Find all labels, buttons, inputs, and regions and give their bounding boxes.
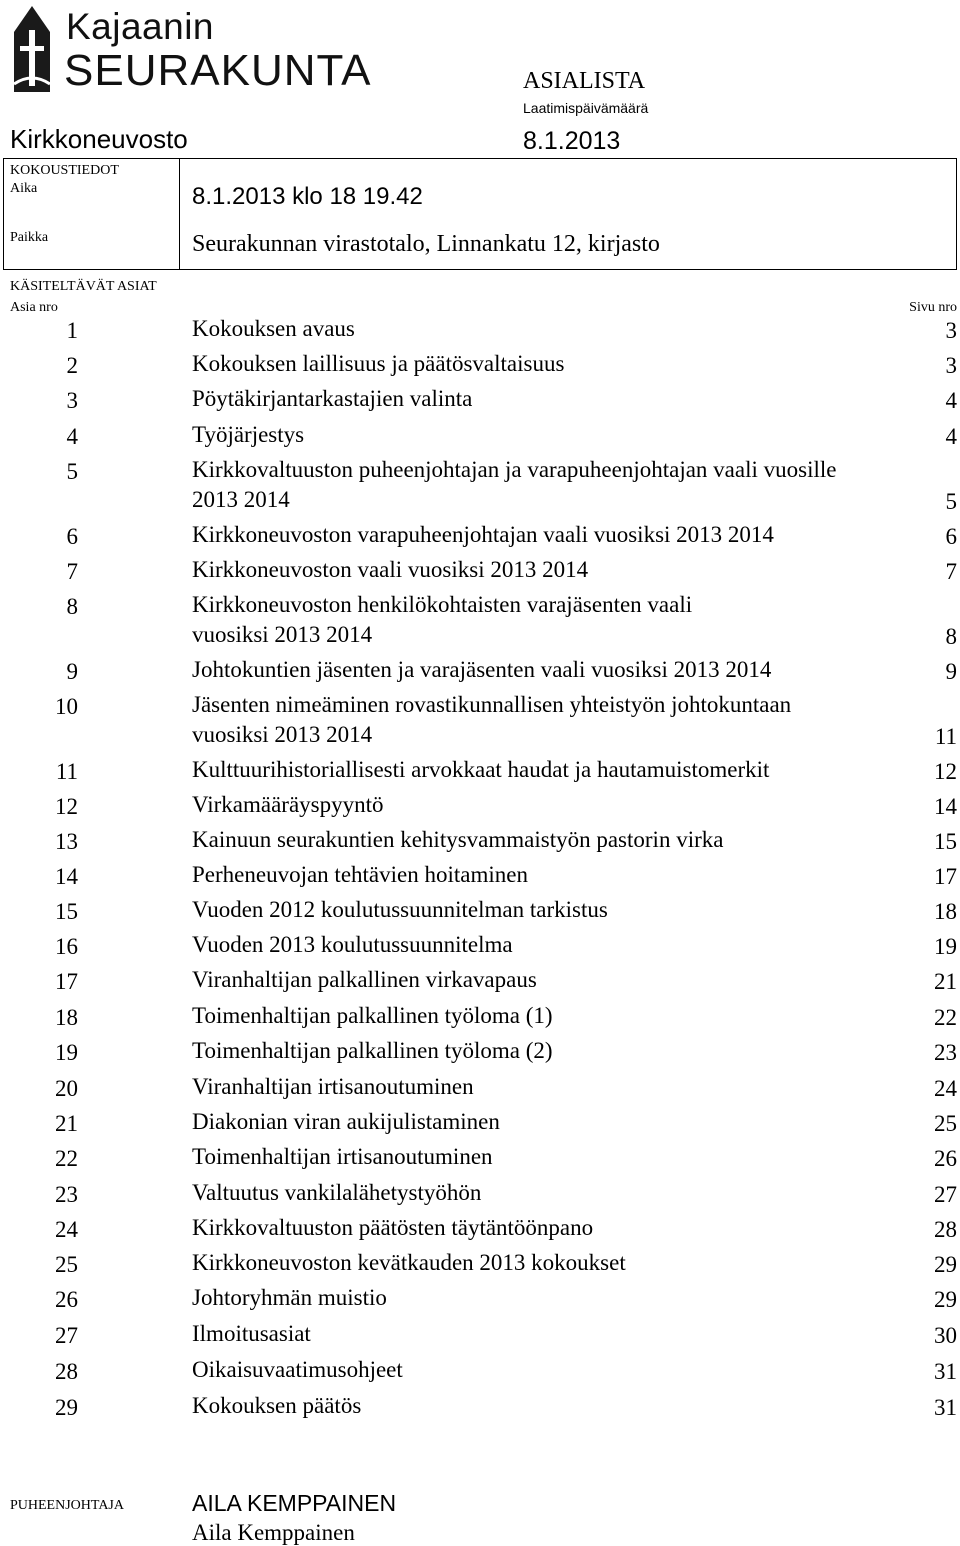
meeting-section-label: KOKOUSTIEDOT [10,163,119,178]
agenda-item-page: 29 [934,1252,957,1277]
agenda-item-title [192,1319,311,1349]
agenda-item-title-line: Diakonian viran aukijulistaminen [192,1109,500,1134]
agenda-item-title-line: Kirkkovaltuuston puheenjohtajan ja varapuheenjohtajan vaali vuosille [192,457,837,482]
agenda-item-title [192,349,564,379]
agenda-item-page: 19 [934,934,957,959]
agenda-item-title [192,1178,481,1208]
agenda-item-number: 17 [55,969,78,994]
agenda-item-number: 7 [66,559,78,584]
agenda-item-number: 26 [55,1287,78,1312]
agenda-item-number: 12 [55,794,78,819]
agenda-item-page: 5 [945,489,957,514]
place-value: Seurakunnan virastotalo, Linnankatu 12, kirjasto [192,231,660,257]
agenda-item-title [192,314,355,344]
agenda-item-title [192,930,513,960]
agenda-item-number: 19 [55,1040,78,1065]
agenda-item-title [192,1355,403,1385]
agenda-item-page: 8 [945,624,957,649]
agenda-item-title-line: Työjärjestys [192,422,305,447]
agenda-item-page: 7 [945,559,957,584]
list-section-label: KÄSITELTÄVÄT ASIAT [10,279,157,294]
agenda-item-title [192,590,692,650]
agenda-item-title [192,860,528,890]
agenda-item-title-line: Kokouksen laillisuus ja päätösvaltaisuus [192,351,565,376]
chair-name: Aila Kemppainen [192,1520,355,1545]
agenda-item-page: 27 [934,1182,957,1207]
agenda-item-title-line: Toimenhaltijan palkallinen työloma (2) [192,1038,553,1063]
agenda-item-page: 15 [934,829,957,854]
agenda-item-page: 22 [934,1005,957,1030]
agenda-item-page: 24 [934,1076,957,1101]
agenda-item-title-line: Vuoden 2013 koulutussuunnitelma [192,932,513,957]
logo-line1: Kajaanin [66,6,215,47]
agenda-item-title-line: Jäsenten nimeäminen rovastikunnallisen yhteistyön johtokuntaan [192,692,792,717]
agenda-item-page: 26 [934,1146,957,1171]
agenda-item-page: 31 [934,1359,957,1384]
logo [8,2,372,98]
agenda-item-page: 29 [934,1287,957,1312]
agenda-item-title-line: Valtuutus vankilalähetystyöhön [192,1180,482,1205]
agenda-item-title [192,420,304,450]
agenda-item-page: 3 [945,318,957,343]
agenda-item-title [192,755,769,785]
agenda-item-title-line: Toimenhaltijan irtisanoutuminen [192,1144,493,1169]
agenda-item-number: 22 [55,1146,78,1171]
agenda-item-page: 11 [934,724,957,749]
church-logo-icon [8,2,56,94]
agenda-item-page: 12 [934,759,957,784]
date-label: Laatimispäivämäärä [523,100,649,116]
agenda-item-number: 27 [55,1323,78,1348]
agenda-item-title-line: Perheneuvojan tehtävien hoitaminen [192,862,528,887]
agenda-item-number: 24 [55,1217,78,1242]
agenda-item-title-line: Viranhaltijan palkallinen virkavapaus [192,967,537,992]
agenda-item-title [192,555,588,585]
agenda-item-number: 8 [66,594,78,619]
agenda-item-page: 9 [945,659,957,684]
agenda-item-title [192,384,472,414]
agenda-item-title-line: Kirkkovaltuuston päätösten täytäntöönpano [192,1215,594,1240]
agenda-item-number: 29 [55,1395,78,1420]
agenda-item-title [192,1072,474,1102]
agenda-item-title-line: vuosiksi 2013 2014 [192,722,373,747]
agenda-item-title [192,1107,500,1137]
agenda-item-title-line: Pöytäkirjantarkastajien valinta [192,386,473,411]
agenda-item-title [192,895,608,925]
time-label: Aika [10,181,38,196]
agenda-item-title-line: Kulttuurihistoriallisesti arvokkaat haudat ja hautamuistomerkit [192,757,770,782]
agenda-item-number: 15 [55,899,78,924]
agenda-item-title [192,1283,387,1313]
agenda-item-title [192,1142,493,1172]
agenda-item-title-line: Viranhaltijan irtisanoutuminen [192,1074,474,1099]
agenda-item-number: 2 [66,353,78,378]
agenda-item-number: 6 [66,524,78,549]
document-type: ASIALISTA [523,68,646,94]
agenda-item-number: 5 [66,459,78,484]
agenda-item-title-line: Kokouksen päätös [192,1393,362,1418]
agenda-item-title-line: Kirkkoneuvoston kevätkauden 2013 kokoukset [192,1250,626,1275]
agenda-item-title [192,790,384,820]
agenda-item-title-line: 2013 2014 [192,487,290,512]
agenda-item-page: 21 [934,969,957,994]
agenda-item-title [192,1248,626,1278]
agenda-item-title [192,455,836,515]
agenda-item-page: 4 [945,388,957,413]
meeting-date: 8.1.2013 [523,127,621,155]
agenda-item-page: 18 [934,899,957,924]
agenda-item-page: 23 [934,1040,957,1065]
agenda-item-title-line: Kirkkoneuvoston varapuheenjohtajan vaali vuosiksi 2013 2014 [192,522,774,547]
logo-line2: SEURAKUNTA [64,46,372,95]
agenda-item-page: 4 [945,424,957,449]
agenda-item-title [192,965,537,995]
agenda-item-title-line: Kainuun seurakuntien kehitysvammaistyön pastorin virka [192,827,724,852]
agenda-item-title [192,1391,361,1421]
agenda-item-title-line: Oikaisuvaatimusohjeet [192,1357,403,1382]
agenda-item-title-line: Vuoden 2012 koulutussuunnitelman tarkistus [192,897,608,922]
agenda-item-page: 6 [945,524,957,549]
agenda-item-title [192,1036,553,1066]
agenda-item-title-line: Toimenhaltijan palkallinen työloma (1) [192,1003,553,1028]
agenda-item-title-line: Johtoryhmän muistio [192,1285,387,1310]
agenda-item-number: 14 [55,864,78,889]
agenda-item-title [192,655,771,685]
chair-name-caps: AILA KEMPPAINEN [192,1490,397,1516]
agenda-item-page: 28 [934,1217,957,1242]
column-page-number: Sivu nro [909,300,957,315]
chair-label: PUHEENJOHTAJA [10,1498,124,1513]
agenda-item-number: 23 [55,1182,78,1207]
agenda-item-title-line: vuosiksi 2013 2014 [192,622,373,647]
agenda-item-number: 13 [55,829,78,854]
agenda-item-number: 10 [55,694,78,719]
agenda-item-number: 9 [66,659,78,684]
agenda-item-title-line: Kirkkoneuvoston vaali vuosiksi 2013 2014 [192,557,589,582]
agenda-item-number: 20 [55,1076,78,1101]
agenda-item-number: 25 [55,1252,78,1277]
divider [179,159,180,269]
agenda-item-number: 21 [55,1111,78,1136]
agenda-item-number: 16 [55,934,78,959]
board-name: Kirkkoneuvosto [10,124,188,154]
agenda-item-number: 3 [66,388,78,413]
agenda-item-number: 4 [66,424,78,449]
agenda-item-page: 14 [934,794,957,819]
agenda-item-number: 18 [55,1005,78,1030]
agenda-item-title-line: Johtokuntien jäsenten ja varajäsenten vaali vuosiksi 2013 2014 [192,657,772,682]
agenda-item-page: 31 [934,1395,957,1420]
agenda-item-page: 30 [934,1323,957,1348]
agenda-item-number: 11 [55,759,78,784]
agenda-item-title-line: Virkamääräyspyyntö [192,792,384,817]
agenda-item-title-line: Ilmoitusasiat [192,1321,311,1346]
agenda-item-number: 1 [66,318,78,343]
agenda-item-page: 17 [934,864,957,889]
agenda-item-title [192,520,774,550]
place-label: Paikka [10,230,49,245]
agenda-item-page: 25 [934,1111,957,1136]
agenda-item-number: 28 [55,1359,78,1384]
agenda-item-title [192,825,723,855]
agenda-item-title [192,1213,593,1243]
agenda-item-title [192,1001,553,1031]
column-item-number: Asia nro [10,300,58,315]
agenda-item-title-line: Kokouksen avaus [192,316,355,341]
agenda-item-title [192,690,791,750]
agenda-item-page: 3 [945,353,957,378]
agenda-item-title-line: Kirkkoneuvoston henkilökohtaisten varajäsenten vaali [192,592,693,617]
time-value: 8.1.2013 klo 18 19.42 [192,183,423,210]
